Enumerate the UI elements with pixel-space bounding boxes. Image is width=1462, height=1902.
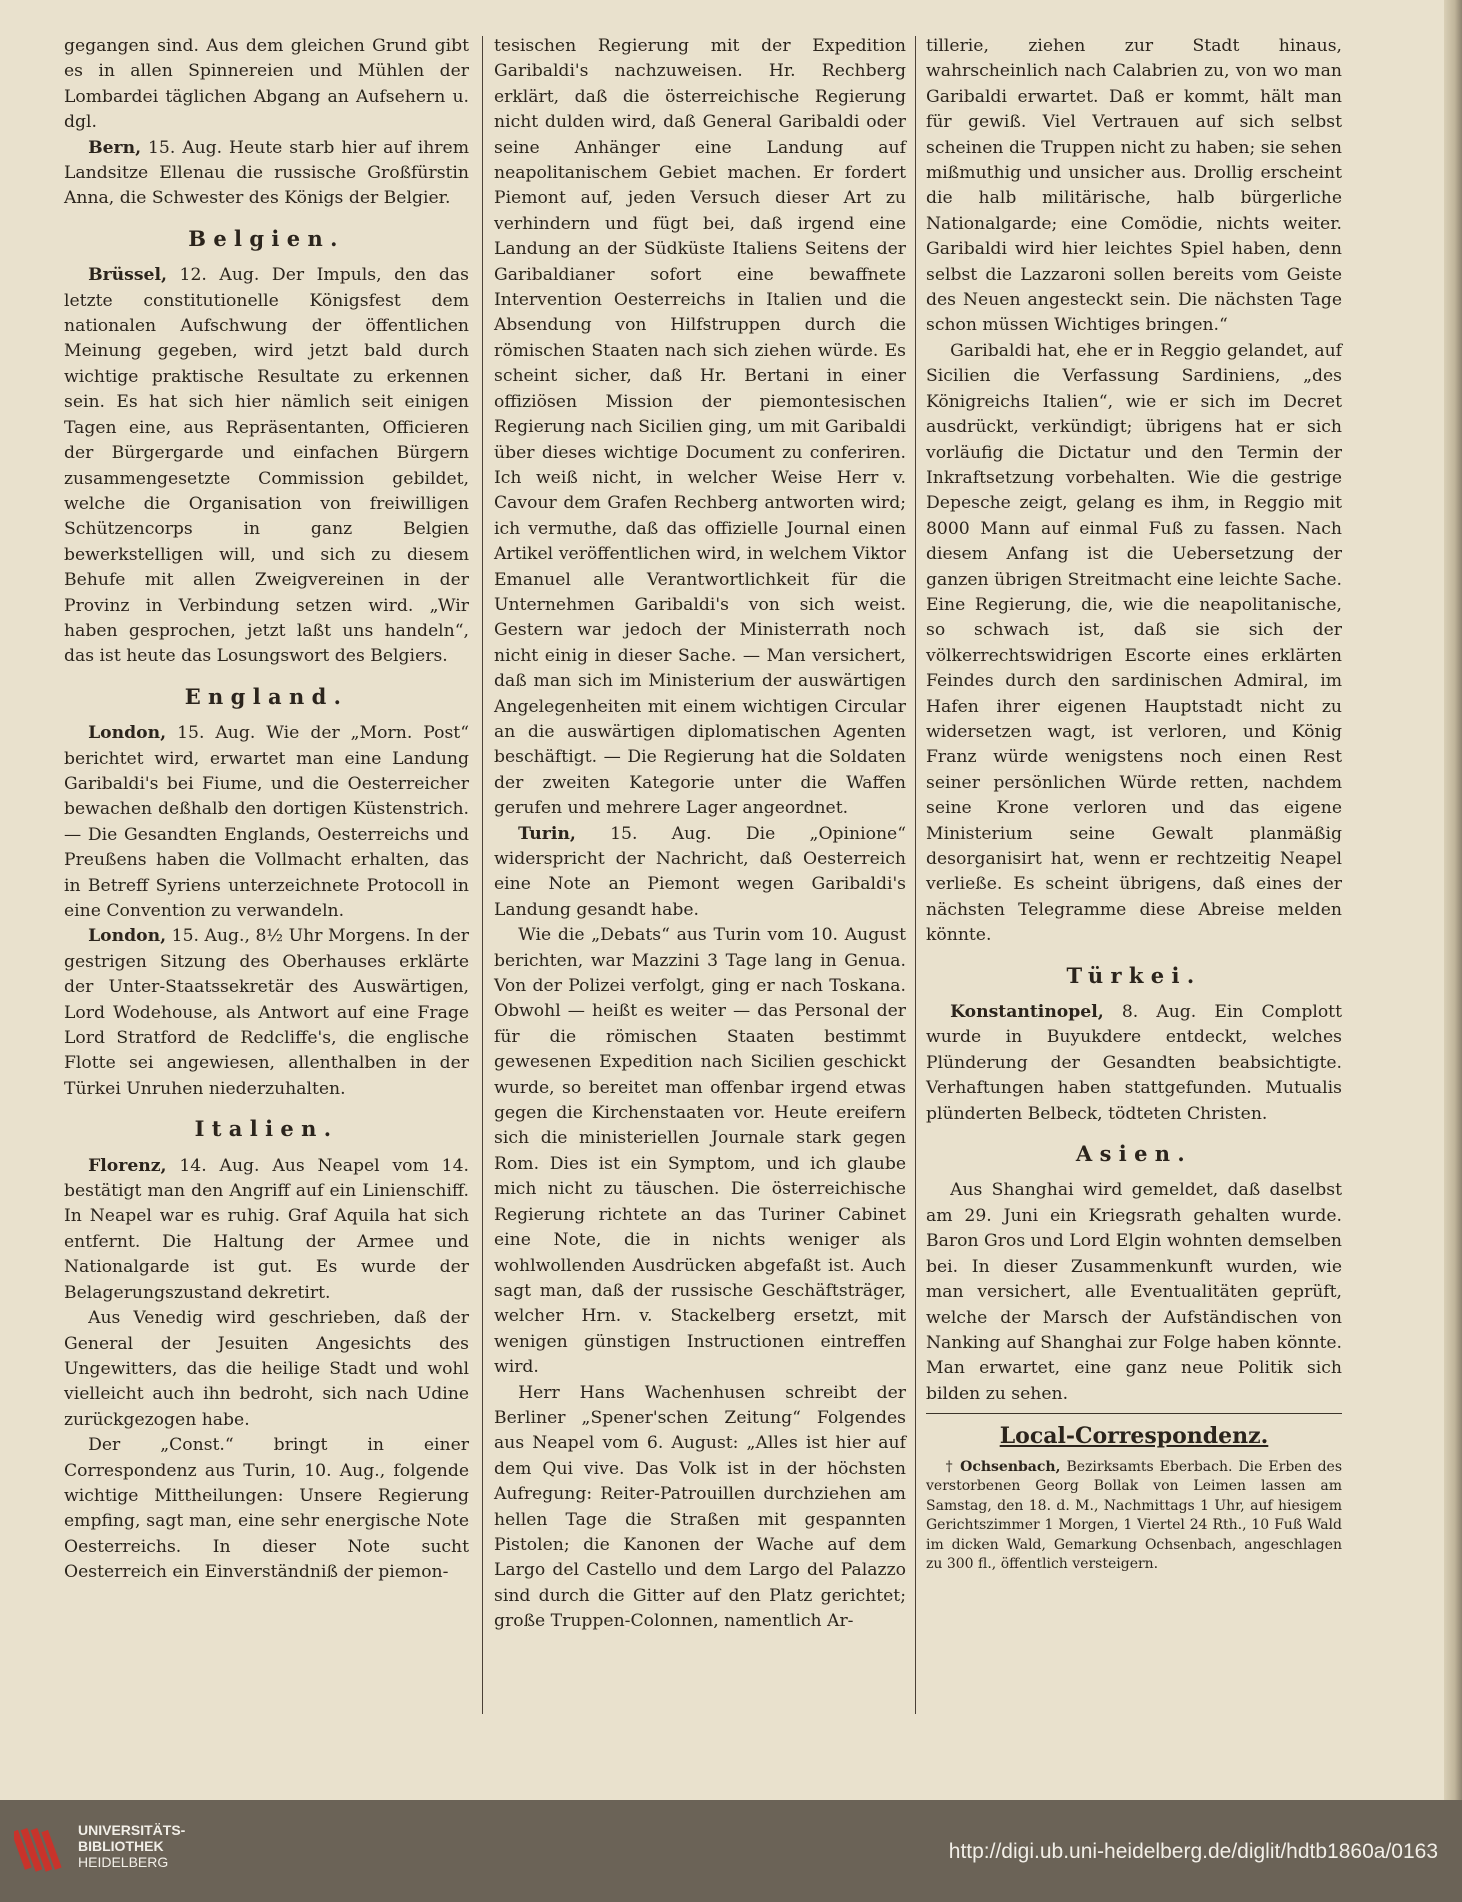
page-edge [1444,0,1462,1800]
column-3 [926,34,1342,1575]
dateline: Florenz, [88,1155,167,1176]
library-name [78,1822,185,1870]
article-text: 14. Aug. Aus Neapel vom 14. bestätigt man den Angriff auf ein Linienschiff. In Neapel war es ruhig. Graf Aquila hat sich entfernt. Die Haltung der Armee und Nationalgarde ist gut. Es wurde der Belagerungszustand dekretirt. [64,1155,469,1303]
library-logo-icon[interactable] [14,1820,66,1880]
dateline: London, [88,723,167,744]
article-turin [494,822,906,924]
dateline: Turin, [518,823,576,844]
section-heading-england: England. [184,683,349,709]
article-text: 8. Aug. Ein Complott wurde in Buyukdere entdeckt, welches Plünderung der Gesandten beabsichtigte. Verhaftungen haben stattgefunden. Mutualis plünderten Belbeck, tödteten Christen. [926,1002,1342,1124]
article-shanghai: Aus Shanghai wird gemeldet, daß daselbst am 29. Juni ein Kriegsrath gehalten wurde. Baron Gros und Lord Elgin wohnten demselben bei. In dieser Zusammenkunft wurden, wie man versichert, alle Eventualitäten geprüft, welche der Marsch der Aufständischen von Nanking auf Shanghai zur Folge haben könnte. Man erwartet, eine ganz neue Politik sich bilden zu sehen. [926,1180,1342,1404]
article-venedig: Aus Venedig wird geschrieben, daß der General der Jesuiten Angesichts des Ungewitters, das die heilige Stadt und wohl vielleicht auch ihn bedroht, sich nach Udine zurückgezogen habe. [64,1308,469,1430]
article-wachenhusen: Herr Hans Wachenhusen schreibt der Berliner „Spener'schen Zeitung“ Folgendes aus Neapel vom 6. August: „Alles ist hier auf dem Qui vive. Das Volk ist in der höchsten Aufregung: Reiter-Patrouillen durchziehen am hellen Tage die Straßen mit gespannten Pistolen; die Kanonen der Wache auf dem Largo del Castello und dem Largo del Palazzo sind durch die Gitter auf den Platz gerichtet; große Truppen-Colonnen, namentlich Ar- [494,1382,906,1632]
article-text: Bezirksamts Eberbach. Die Erben des verstorbenen Georg Bollak von Leimen lassen am Samstag, den 18. d. M., Nachmittags 1 Uhr, auf hiesigem Gerichtszimmer 1 Morgen, 1 Viertel 24 Rth., 10 Fuß Wald im dicken Wald, Gemarkung Ochsenbach, angeschlagen zu 300 fl., öffentlich versteigern. [926,1458,1343,1573]
section-heading-belgien: Belgien. [188,225,345,251]
article-text: 12. Aug. Der Impuls, den das letzte constitutionelle Königsfest dem nationalen Aufschwung der öffentlichen Meinung gegeben, wird jetzt bald durch wichtige praktische Resultate zu erkennen sein. Es hat sich hier nämlich seit einigen Tagen eine, aus Repräsentanten, Officieren der Bürgergarde und einfachen Bürgern zusammengesetzte Commission gebildet, welche die Organisation von freiwilligen Schützencorps in ganz Belgien bewerkstelligen will, und sich zu diesem Behufe mit allen Zweigvereinen in der Provinz in Verbindung setzen wird. „Wir haben gesprochen, jetzt laßt uns handeln“, das ist heute das Losungswort des Belgiers. [64,265,469,667]
dateline: London, [88,926,167,947]
article-florenz [64,1154,469,1306]
library-line-2: BIBLIOTHEK [78,1838,164,1854]
library-line-3: HEIDELBERG [78,1854,169,1870]
article-text: 15. Aug., 8½ Uhr Morgens. In der gestrigen Sitzung des Oberhauses erklärte der Unter-Staatssekretär des Auswärtigen, Lord Wodehouse, als Antwort auf eine Frage Lord Stratford de Redcliffe's, die englische Flotte sei angewiesen, allenthalben in der Türkei Unruhen niederzuhalten. [64,926,469,1099]
paragraph: tesischen Regierung mit der Expedition Garibaldi's nachzuweisen. Hr. Rechberg erklärt, daß die österreichische Regierung nicht dulden wird, daß General Garibaldi oder seine Anhänger eine Landung auf neapolitanischem Gebiet machen. Er fordert Piemont auf, jeden Versuch dieser Art zu verhindern und fügt bei, daß irgend eine Landung an der Südküste Italiens Seitens der Garibaldianer sofort eine bewaffnete Intervention Oesterreichs in Italien und die Absendung von Hilfstruppen durch die römischen Staaten nach sich ziehen würde. Es scheint sicher, daß Hr. Bertani in einer offiziösen Mission der piemontesischen Regierung nach Sicilien ging, um mit Garibaldi über dieses wichtige Document zu conferiren. Ich weiß nicht, in welcher Weise Herr v. Cavour dem Grafen Rechberg antworten wird; ich vermuthe, daß das offizielle Journal einen Artikel veröffentlichen wird, in welchem Viktor Emanuel alle Verantwortlichkeit für die Unternehmen Garibaldi's von sich weist. Gestern war jedoch der Ministerrath noch nicht einig in dieser Sache. — Man versichert, daß man sich im Ministerium der auswärtigen Angelegenheiten mit einem wichtigen Circular an die auswärtigen diplomatischen Agenten beschäftigt. — Die Regierung hat die Soldaten der zweiten Kategorie unter die Waffen gerufen und mehrere Lager angeordnet. [494,36,906,819]
library-line-1: UNIVERSITÄTS- [78,1822,186,1838]
section-heading-italien: Italien. [194,1116,339,1142]
local-correspondence-heading: Local-Correspondenz. [999,1423,1269,1450]
permalink-url[interactable]: http://digi.ub.uni-heidelberg.de/diglit/hdtb1860a/0163 [948,1840,1438,1863]
column-2 [494,34,906,1635]
article-london-2 [64,924,469,1102]
dateline: Ochsenbach, [960,1458,1061,1475]
dateline: Bern, [88,137,142,158]
article-london-1 [64,721,469,924]
paragraph: tillerie, ziehen zur Stadt hinaus, wahrscheinlich nach Calabrien zu, von wo man Garibaldi erwartet. Daß er kommt, hält man für gewiß. Viel Vertrauen auf sich selbst scheinen die Truppen nicht zu haben; sie sehen mißmuthig und unsicher aus. Drollig erscheint die halb militärische, halb bürgerliche Nationalgarde; eine Comödie, nichts weiter. Garibaldi wird hier leichtes Spiel haben, denn selbst die Lazzaroni sollen bereits vom Geiste des Neuen angesteckt sein. Die nächsten Tage schon müssen Wichtiges bringen.“ [926,36,1342,336]
cross-mark: † [945,1458,961,1475]
column-rule [915,36,916,1714]
article-konstantinopel [926,1000,1342,1127]
article-const: Der „Const.“ bringt in einer Correspondenz aus Turin, 10. Aug., folgende wichtige Mittheilungen: Unsere Regierung empfing, sagt man, eine sehr energische Note Oesterreichs. In dieser Note sucht Oesterreich ein Einverständniß der piemon- [64,1435,469,1583]
footer-bar [0,1800,1462,1902]
article-ochsenbach [926,1458,1342,1575]
article-bern [64,136,469,212]
article-bruessel [64,263,469,670]
column-1 [64,34,469,1586]
article-text: 15. Aug. Wie der „Morn. Post“ berichtet wird, erwartet man eine Landung Garibaldi's bei Fiume, und die Oesterreicher bewachen deßhalb den dortigen Küstenstrich. — Die Gesandten Englands, Oesterreichs und Preußens haben die Vollmacht erhalten, das in Betreff Syriens unterzeichnete Protocoll in eine Convention zu verwandeln. [64,723,469,921]
paragraph: Garibaldi hat, ehe er in Reggio gelandet, auf Sicilien die Verfassung Sardiniens, „des Königreichs Italien“, wie er sich im Decret ausdrückt, verkündigt; übrigens hat er sich vorläufig die Dictatur und den Termin der Inkraftsetzung vorbehalten. Wie die gestrige Depesche zeigt, gelang es ihm, in Reggio mit 8000 Mann auf einmal Fuß zu fassen. Nach diesem Anfang ist die Uebersetzung der ganzen übrigen Streitmacht eine leichte Sache. Eine Regierung, die, wie die neapolitanische, so schwach ist, daß sie sich der völkerrechtswidrigen Escorte eines erklärten Feindes durch den sardinischen Admiral, im Hafen ihrer eigenen Hauptstadt nicht zu widersetzen wagt, ist verloren, und König Franz würde wenigstens noch einen Rest seiner persönlichen Würde retten, nachdem seine Krone verloren und das eigene Ministerium seine Gewalt planmäßig desorganisirt hat, wenn er rechtzeitig Neapel verließe. Es scheint übrigens, daß eines der nächsten Telegramme diese Abreise melden könnte. [926,340,1342,946]
paragraph: gegangen sind. Aus dem gleichen Grund gibt es in allen Spinnereien und Mühlen der Lombardei täglichen Abgang an Aufsehern u. dgl. [64,36,469,133]
section-heading-tuerkei: Türkei. [1066,962,1202,988]
dateline: Konstantinopel, [950,1002,1104,1023]
article-text: 15. Aug. Die „Opinione“ widerspricht der Nachricht, daß Oesterreich eine Note an Piemont wegen Garibaldi's Landung gesandt habe. [494,823,906,920]
column-rule [482,36,483,1714]
dateline: Brüssel, [88,265,167,286]
article-text: 15. Aug. Heute starb hier auf ihrem Landsitze Ellenau die russische Großfürstin Anna, die Schwester des Königs der Belgier. [64,137,469,209]
article-debats: Wie die „Debats“ aus Turin vom 10. August berichten, war Mazzini 3 Tage lang in Genua. Von der Polizei verfolgt, ging er nach Toskana. Obwohl — heißt es weiter — das Personal der für die römischen Staaten bestimmt gewesenen Expedition nach Sicilien geschickt wurde, so bereitet man offenbar irgend etwas gegen die Kirchenstaaten vor. Heute ereifern sich die ministeriellen Journale stark gegen Rom. Dies ist ein Symptom, und ich glaube mich nicht zu täuschen. Die österreichische Regierung richtete an das Turiner Cabinet eine Note, die in nichts weniger als wohlwollenden Ausdrücken abgefaßt ist. Auch sagt man, daß der russische Geschäftsträger, welcher Hrn. v. Stackelberg ersetzt, mit wenigen günstigen Instructionen eintreffen wird. [494,925,906,1378]
divider [926,1413,1342,1414]
section-heading-asien: Asien. [1075,1141,1193,1167]
